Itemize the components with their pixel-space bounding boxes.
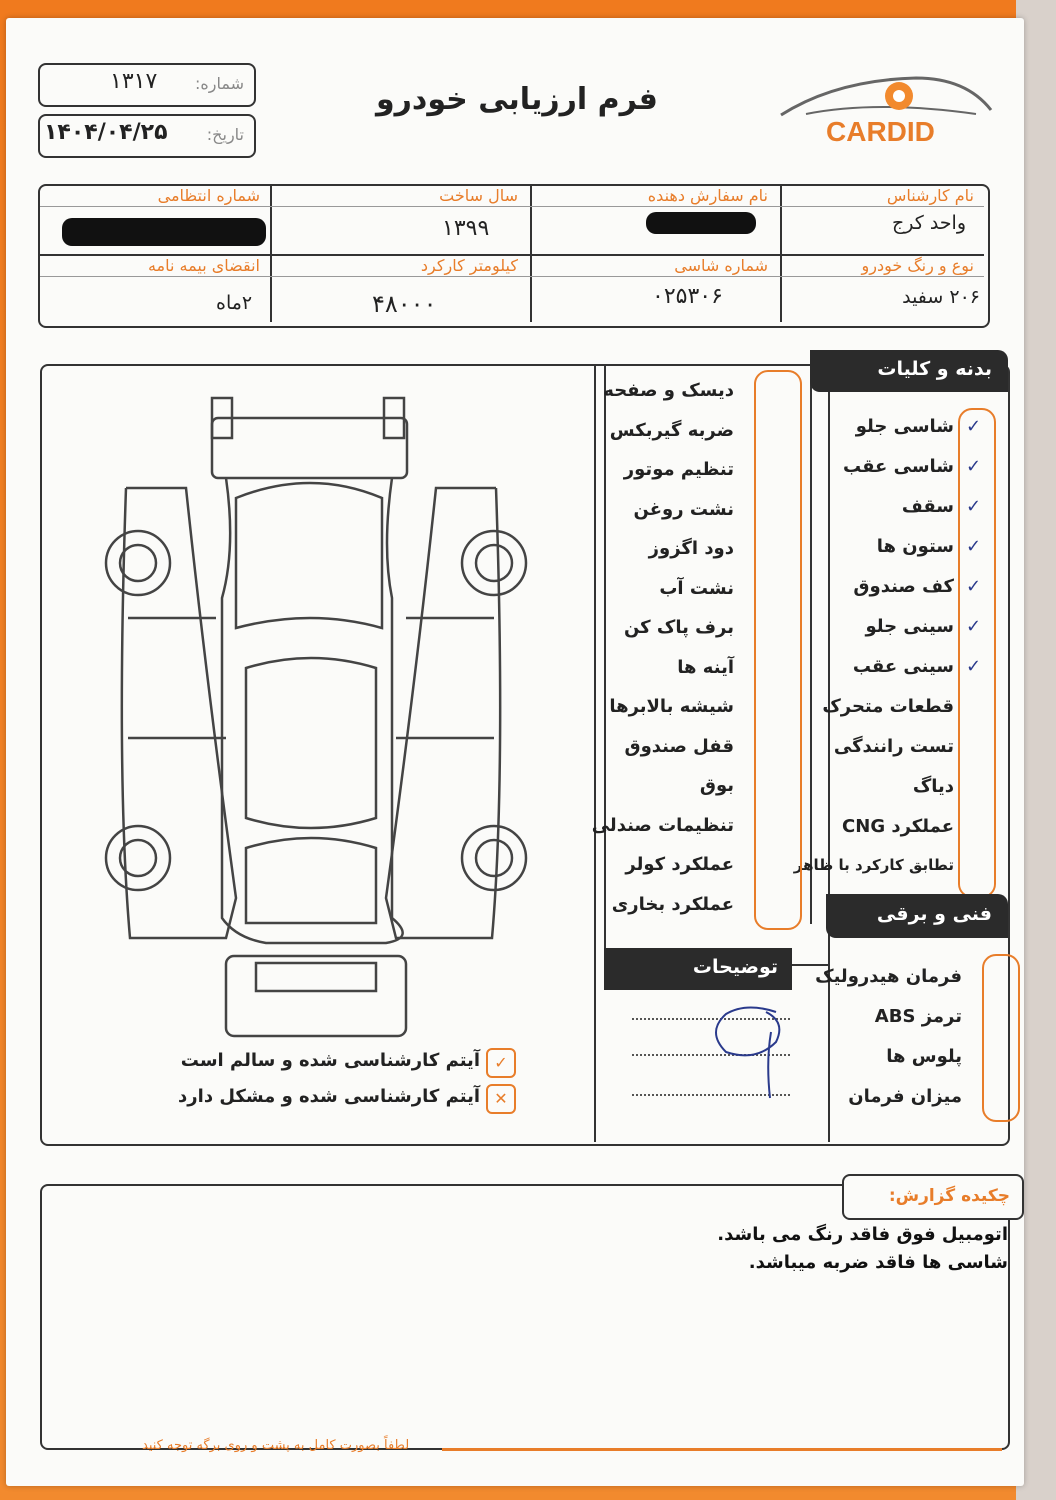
tech-item: فرمان هیدرولیک: [815, 966, 962, 987]
brand-name: CARDID: [826, 116, 935, 147]
middle-item: برف پاک کن: [623, 617, 734, 638]
tech-item: میزان فرمان: [848, 1086, 962, 1107]
km-label: کیلومتر کارکرد: [420, 256, 518, 275]
summary-title: چکیده گزارش:: [888, 1186, 1010, 1206]
year-value: ۱۳۹۹: [442, 216, 490, 241]
type-value: ۲۰۶ سفید: [902, 286, 980, 308]
page-title: فرم ارزیابی خودرو: [376, 82, 658, 117]
tech-check-column: [982, 954, 1020, 1122]
date-box: [38, 114, 256, 158]
grid-divider: [40, 206, 984, 207]
type-label: نوع و رنگ خودرو: [861, 256, 974, 275]
check-mark-icon[interactable]: ✓: [966, 616, 982, 637]
middle-item: نشت آب: [659, 577, 734, 599]
section-body-header: [810, 350, 1008, 392]
middle-item: تنظیم موتور: [623, 459, 734, 480]
expert-label: نام کارشناس: [886, 186, 974, 205]
redacted-plate: [62, 218, 266, 246]
number-label: شماره:: [194, 74, 244, 93]
hub-front-left: [120, 545, 156, 581]
section-body-title: بدنه و کلیات: [877, 358, 992, 380]
body-check-column: [958, 408, 996, 898]
hub-rear-right: [476, 840, 512, 876]
summary-line-1: اتومبیل فوق فاقد رنگ می باشد.: [717, 1224, 1008, 1245]
footer-line: [442, 1448, 1002, 1451]
info-table: [38, 184, 990, 328]
windshield: [236, 483, 382, 628]
wheel-front-left: [106, 531, 170, 595]
summary-title-box: [842, 1174, 1024, 1220]
body-item: سینی جلو: [865, 616, 954, 637]
section-tech-header: [826, 894, 1008, 938]
date-value: ۱۴۰۴/۰۴/۲۵: [44, 120, 168, 145]
middle-item: عملکرد بخاری: [611, 893, 734, 915]
car-diagram: [86, 378, 556, 1048]
middle-item: ضربه گیربکس: [609, 419, 734, 441]
panel-divider: [810, 364, 812, 924]
year-label: سال ساخت: [439, 186, 518, 205]
rear-plate: [256, 963, 376, 991]
body-item: کف صندوق: [853, 576, 954, 597]
legend-issue-icon: ✕: [486, 1084, 516, 1114]
check-mark-icon[interactable]: ✓: [966, 576, 982, 597]
wheel-front-right: [462, 531, 526, 595]
tech-item: پلوس ها: [886, 1046, 962, 1067]
middle-item: نشت روغن: [633, 498, 734, 520]
body-item: عملکرد CNG: [842, 816, 954, 837]
insurance-value: ۲ماه: [216, 292, 253, 314]
number-value: ۱۳۱۷: [110, 69, 158, 94]
middle-item: بوق: [699, 775, 734, 796]
chassis-label: شماره شاسی: [674, 256, 768, 275]
check-mark-icon[interactable]: ✓: [966, 496, 982, 517]
footer-note: [122, 1438, 1002, 1458]
plate-label: شماره انتظامی: [157, 186, 260, 205]
body-item: سقف: [901, 496, 954, 517]
section-notes-title: توضیحات: [692, 956, 778, 978]
middle-check-column: [754, 370, 802, 930]
panel-divider: [594, 364, 596, 1142]
number-box: [38, 63, 256, 107]
redacted-customer: [646, 212, 756, 234]
section-tech-title: فنی و برقی: [876, 903, 992, 925]
legend-issue-text: آیتم کارشناسی شده و مشکل دارد: [178, 1086, 480, 1107]
body-item: ستون ها: [876, 536, 954, 557]
body-item: قطعات متحرک: [822, 696, 954, 717]
middle-item: قفل صندوق: [624, 735, 734, 757]
grid-divider: [40, 276, 984, 277]
roof-rack: [212, 418, 407, 478]
form-paper: [6, 18, 1024, 1486]
panel-divider: [604, 364, 606, 964]
legend: [136, 1048, 516, 1128]
km-value: ۴۸۰۰۰: [372, 290, 437, 318]
body-item: شاسی جلو: [855, 416, 954, 437]
car-rear: [226, 956, 406, 1036]
body-item: سینی عقب: [852, 656, 954, 677]
wheel-rear-right: [462, 826, 526, 890]
hub-front-right: [476, 545, 512, 581]
section-notes-header: [604, 948, 792, 990]
middle-item: دود اگزوز: [648, 538, 734, 559]
wheel-rear-left: [106, 826, 170, 890]
notes-scribble: [696, 1002, 796, 1102]
tech-item: ترمز ABS: [874, 1006, 962, 1027]
check-mark-icon[interactable]: ✓: [966, 536, 982, 557]
summary-line-2: شاسی ها فاقد ضربه میباشد.: [748, 1252, 1008, 1273]
legend-ok-text: آیتم کارشناسی شده و سالم است: [180, 1050, 480, 1071]
car-logo-icon: [776, 70, 996, 120]
car-right-side: [386, 488, 500, 938]
footer-text: لطفاً بصورت کامل به پشت و روی برگه توجه کنید: [142, 1438, 410, 1453]
check-mark-icon[interactable]: ✓: [966, 416, 982, 437]
car-left-side: [122, 488, 236, 938]
middle-item: شیشه بالابرها: [609, 696, 734, 717]
expert-value: واحد کرج: [891, 212, 966, 234]
panel-divider: [828, 364, 830, 1142]
roof-top: [246, 658, 376, 828]
body-item: تست رانندگی: [833, 736, 954, 757]
brand-logo: [776, 70, 996, 160]
check-mark-icon[interactable]: ✓: [966, 456, 982, 477]
customer-label: نام سفارش دهنده: [647, 186, 768, 205]
legend-ok-icon: ✓: [486, 1048, 516, 1078]
middle-item: تنظیمات صندلی: [591, 814, 734, 836]
middle-item: دیسک و صفحه: [603, 380, 734, 401]
rear-window: [246, 838, 376, 923]
date-label: تاریخ:: [206, 125, 244, 144]
body-item: تطابق کارکرد با ظاهر: [793, 856, 954, 874]
check-mark-icon[interactable]: ✓: [966, 656, 982, 677]
middle-item: عملکرد کولر: [625, 854, 734, 875]
chassis-value: ۰۲۵۳۰۶: [652, 284, 723, 309]
insurance-label: انقضای بیمه نامه: [147, 256, 260, 275]
body-item: دیاگ: [912, 776, 954, 797]
middle-item: آینه ها: [677, 656, 734, 678]
body-item: شاسی عقب: [843, 456, 954, 477]
